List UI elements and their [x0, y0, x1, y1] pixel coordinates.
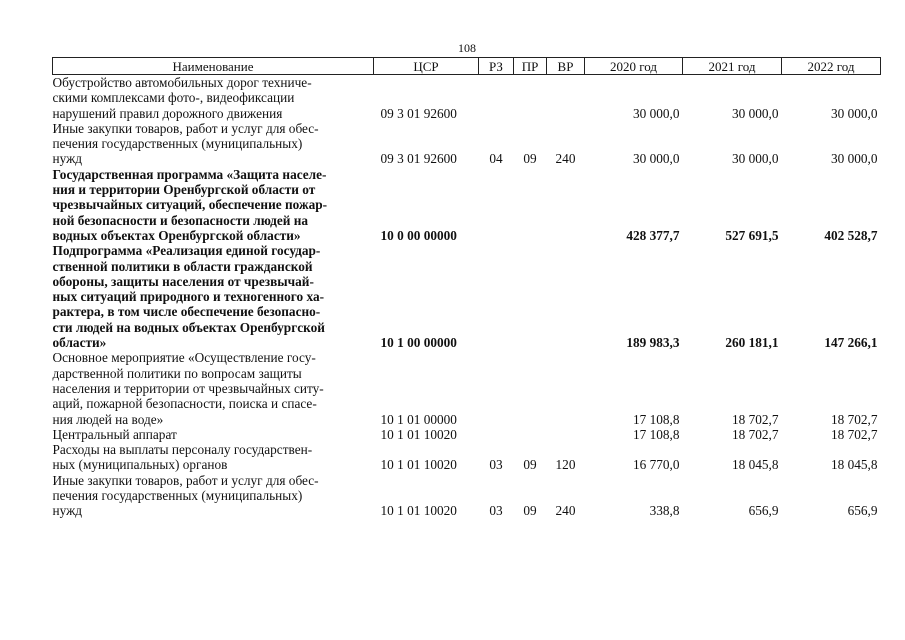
table-row	[53, 243, 881, 350]
cell-rz: 03	[489, 503, 503, 519]
cell-2022: 402 528,7	[824, 227, 878, 243]
table-header-row	[53, 58, 881, 75]
cell-2022: 18 702,7	[830, 426, 878, 442]
cell-rz	[479, 427, 514, 442]
cell-pr	[514, 75, 547, 121]
cell-pr: 09	[523, 151, 537, 167]
page-number: 108	[458, 41, 476, 55]
cell-rz	[479, 75, 514, 121]
header-rz: РЗ	[479, 58, 514, 75]
cell-2022: 18 045,8	[830, 457, 878, 473]
table-row	[53, 75, 881, 121]
cell-rz	[479, 243, 514, 350]
cell-2020: 189 983,3	[626, 335, 680, 351]
cell-name: Обустройство автомобильных дорог техниче- скими комплексами фото-, видеофиксации нарушений правил дорожного движения	[52, 75, 312, 121]
table-row	[53, 121, 881, 167]
cell-csr: 10 1 00 00000	[380, 335, 457, 351]
header-pr: ПР	[514, 58, 547, 75]
cell-pr: 09	[523, 503, 537, 519]
cell-2021: 260 181,1	[725, 335, 779, 351]
cell-2020: 428 377,7	[626, 227, 680, 243]
cell-rz: 03	[489, 457, 503, 473]
table-row	[53, 427, 881, 442]
cell-vr	[547, 350, 585, 426]
table-row	[53, 350, 881, 426]
cell-2022: 656,9	[847, 503, 878, 519]
cell-vr: 240	[555, 503, 576, 519]
cell-rz	[479, 350, 514, 426]
cell-vr: 120	[555, 457, 576, 473]
cell-name: Государственная программа «Защита населе- ния и территории Оренбургской области от чрезвычайных ситуаций, обеспечение пожар- ной безопасности и безопасности людей на водных объектах Оренбургской области»	[52, 166, 328, 243]
cell-2021: 527 691,5	[725, 227, 779, 243]
header-name: Наименование	[53, 58, 374, 75]
cell-2021: 18 045,8	[731, 457, 779, 473]
cell-name: Основное мероприятие «Осуществление госу- дарственной политики по вопросам защиты населения и территории от чрезвычайных ситу- аций, пожарной безопасности, поиска и спасе- ния людей на воде»	[52, 350, 324, 427]
cell-2022: 147 266,1	[824, 335, 878, 351]
header-csr: ЦСР	[374, 58, 479, 75]
cell-2020: 338,8	[649, 503, 680, 519]
cell-pr: 09	[523, 457, 537, 473]
cell-2021: 18 702,7	[731, 411, 779, 427]
cell-pr	[514, 243, 547, 350]
header-vr: ВР	[547, 58, 585, 75]
cell-vr	[547, 167, 585, 243]
cell-vr: 240	[555, 151, 576, 167]
cell-rz	[479, 167, 514, 243]
cell-name: Центральный аппарат	[52, 426, 177, 442]
cell-csr: 10 1 01 00000	[380, 411, 457, 427]
cell-2020: 16 770,0	[632, 457, 680, 473]
cell-csr: 09 3 01 92600	[380, 151, 457, 167]
cell-csr: 10 1 01 10020	[380, 426, 457, 442]
cell-2022: 30 000,0	[830, 105, 878, 121]
budget-table	[52, 57, 881, 519]
cell-2022: 30 000,0	[830, 151, 878, 167]
cell-name: Иные закупки товаров, работ и услуг для обес- печения государственных (муниципальных) нужд	[52, 472, 319, 519]
table-row	[53, 167, 881, 243]
cell-name: Расходы на выплаты персоналу государствен- ных (муниципальных) органов	[52, 442, 313, 473]
cell-2021: 18 702,7	[731, 426, 779, 442]
cell-pr	[514, 350, 547, 426]
cell-2020: 30 000,0	[632, 105, 680, 121]
table-row	[53, 473, 881, 519]
cell-name: Подпрограмма «Реализация единой государ- ственной политики в области гражданской обороны, защиты населения от чрезвычай- ных ситуаций природного и техногенного ха- рактера, в том числе обеспечение безопасно- сти людей на водных объектах Оренбургской области»	[52, 243, 325, 351]
cell-2021: 30 000,0	[731, 105, 779, 121]
cell-2021: 30 000,0	[731, 151, 779, 167]
cell-rz: 04	[489, 151, 503, 167]
cell-2022: 18 702,7	[830, 411, 878, 427]
table-row	[53, 442, 881, 473]
cell-vr	[547, 427, 585, 442]
cell-csr: 10 1 01 10020	[380, 503, 457, 519]
header-2021: 2021 год	[683, 58, 782, 75]
cell-csr: 10 0 00 00000	[380, 227, 457, 243]
cell-vr	[547, 243, 585, 350]
cell-2020: 17 108,8	[632, 411, 680, 427]
cell-csr: 10 1 01 10020	[380, 457, 457, 473]
cell-2020: 30 000,0	[632, 151, 680, 167]
cell-pr	[514, 427, 547, 442]
header-2020: 2020 год	[585, 58, 683, 75]
cell-pr	[514, 167, 547, 243]
cell-2020: 17 108,8	[632, 426, 680, 442]
cell-name: Иные закупки товаров, работ и услуг для обес- печения государственных (муниципальных) нужд	[52, 120, 319, 167]
cell-2021: 656,9	[748, 503, 779, 519]
cell-vr	[547, 75, 585, 121]
header-2022: 2022 год	[782, 58, 881, 75]
cell-csr: 09 3 01 92600	[380, 105, 457, 121]
